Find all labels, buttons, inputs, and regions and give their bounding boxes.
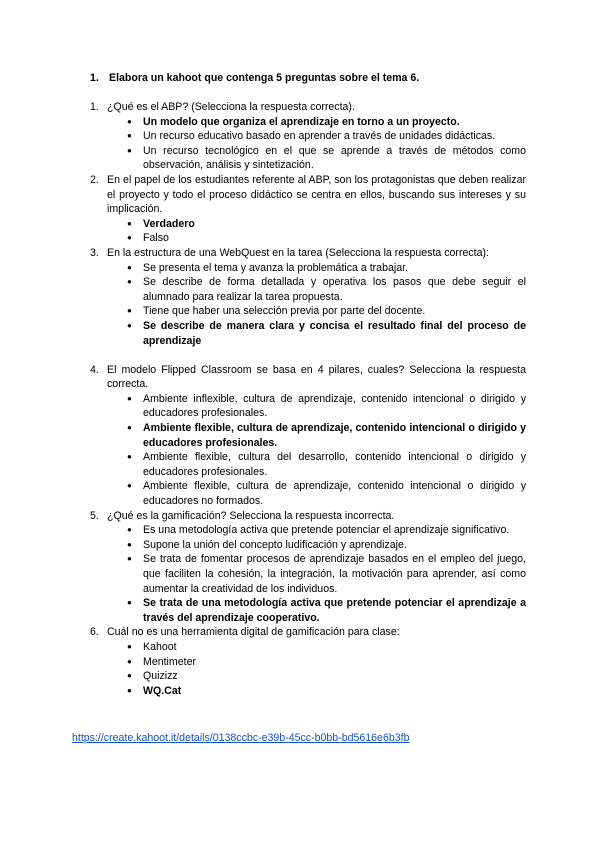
answer-option: ● Ambiente flexible, cultura de aprendizaje, contenido intencional o dirigido y educadores no formados.: [107, 479, 526, 508]
answer-option: ● Falso: [107, 231, 526, 246]
answer-option-correct: ● Un modelo que organiza el aprendizaje en torno a un proyecto.: [107, 115, 526, 130]
question-item: [90, 363, 526, 509]
answer-list: [107, 392, 526, 509]
answer-option: ● Un recurso tecnológico en el que se aprende a través de métodos como observación, análisis y sintetización.: [107, 144, 526, 173]
heading-number: 1.: [90, 72, 99, 84]
question-text: El modelo Flipped Classroom se basa en 4 pilares, cuales? Selecciona la respuesta correcta.: [107, 363, 526, 391]
answer-list: [107, 640, 526, 698]
answer-option: ● Tiene que haber una selección previa por parte del docente.: [107, 304, 526, 319]
answer-option: ● Se presenta el tema y avanza la problemática a trabajar.: [107, 261, 526, 276]
question-number: 6.: [90, 626, 99, 639]
question-item: [90, 173, 526, 246]
answer-option: ● Se describe de forma detallada y operativa los pasos que debe seguir el alumnado para realizar la tarea propuesta.: [107, 275, 526, 304]
answer-option: ● Se trata de fomentar procesos de aprendizaje basados en el empleo del juego, que faciliten la cohesión, la integración, la motivación para aprender, así como aumentar la creatividad de los individuos.: [107, 552, 526, 596]
answer-list: [107, 523, 526, 625]
question-number: 2.: [90, 173, 99, 186]
question-text: En la estructura de una WebQuest en la tarea (Selecciona la respuesta correcta):: [107, 246, 489, 259]
answer-option: ● Es una metodología activa que pretende potenciar el aprendizaje significativo.: [107, 523, 526, 538]
answer-option: ● Ambiente inflexible, cultura de aprendizaje, contenido intencional o dirigido y educadores profesionales.: [107, 392, 526, 421]
answer-option-correct: ● WQ.Cat: [107, 684, 526, 699]
question-item: [90, 100, 526, 173]
question-text: En el papel de los estudiantes referente al ABP, son los protagonistas que deben realizar el proyecto y todo el proceso didáctico se centra en ellos, buscando sus intereses y su implicación.: [107, 173, 526, 216]
question-number: 5.: [90, 509, 99, 522]
question-number: 3.: [90, 246, 99, 259]
question-item: [90, 246, 526, 348]
answer-option-correct: ● Se describe de manera clara y concisa el resultado final del proceso de aprendizaje: [107, 319, 526, 348]
answer-list: [107, 261, 526, 349]
question-list: [90, 100, 526, 698]
answer-option-correct: ● Verdadero: [107, 217, 526, 232]
answer-list: [107, 217, 526, 246]
answer-option: ● Un recurso educativo basado en aprender a través de unidades didácticas.: [107, 129, 526, 144]
answer-option: ● Mentimeter: [107, 655, 526, 670]
answer-option: ● Ambiente flexible, cultura del desarrollo, contenido intencional o dirigido y educadores profesionales.: [107, 450, 526, 479]
answer-option: ● Quizizz: [107, 669, 526, 684]
question-item: [90, 509, 526, 626]
answer-option-correct: ● Ambiente flexible, cultura de aprendizaje, contenido intencional o dirigido y educadores profesionales.: [107, 421, 526, 450]
question-number: 4.: [90, 363, 99, 376]
heading-text: Elabora un kahoot que contenga 5 preguntas sobre el tema 6.: [109, 72, 420, 84]
answer-list: [107, 115, 526, 173]
answer-option: ● Supone la unión del concepto ludificación y aprendizaje.: [107, 538, 526, 553]
answer-option: ● Kahoot: [107, 640, 526, 655]
question-text: ¿Qué es el ABP? (Selecciona la respuesta correcta).: [107, 101, 355, 113]
kahoot-link[interactable]: https://create.kahoot.it/details/0138ccbc-e39b-45cc-b0bb-bd5616e6b3fb: [72, 732, 410, 744]
question-text: Cuál no es una herramienta digital de gamificación para clase:: [107, 626, 400, 639]
question-text: ¿Qué es la gamificación? Selecciona la respuesta incorrecta.: [107, 509, 395, 522]
question-number: 1.: [90, 101, 99, 113]
answer-option-correct: ● Se trata de una metodología activa que pretende potenciar el aprendizaje a través del aprendizaje cooperativo.: [107, 596, 526, 625]
question-item: [90, 625, 526, 698]
